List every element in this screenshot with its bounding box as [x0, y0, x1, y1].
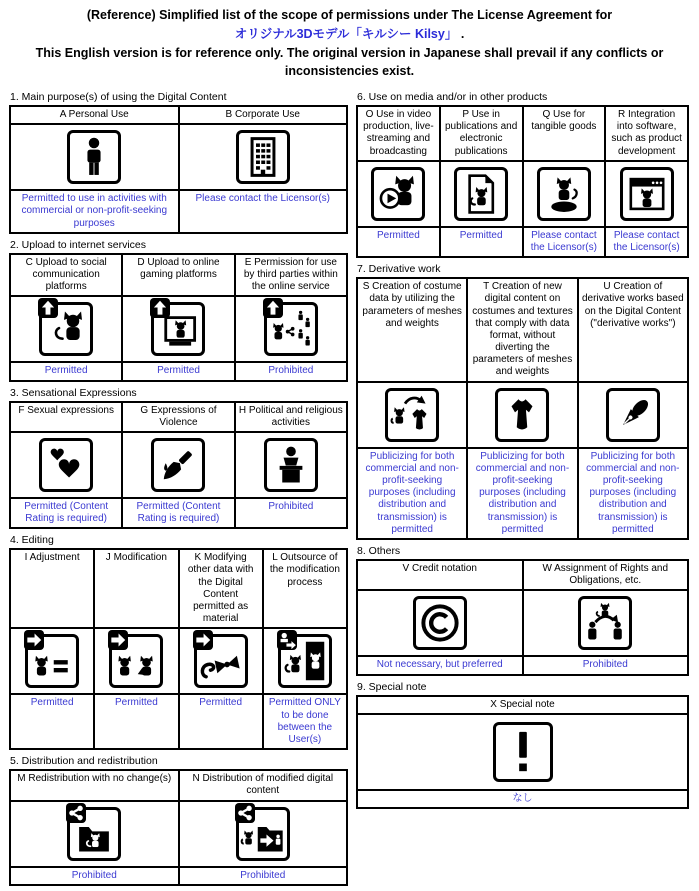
section-media-products [356, 91, 689, 258]
upload-badge-icon [38, 298, 58, 318]
column-header-X: X Special note [357, 696, 688, 714]
section-title: 9. Special note [357, 680, 427, 693]
section-title: 6. Use on media and/or in other products [357, 91, 548, 103]
column-header-G: G Expressions of Violence [122, 402, 234, 432]
section-title: 7. Derivative work [357, 263, 441, 276]
column-header-K: K Modifying other data with the Digital Content permitted as material [179, 549, 263, 628]
edit-arrow-badge-icon [193, 630, 213, 650]
column-header-O: O Use in video production, live-streaming and broadcasting [357, 106, 440, 161]
permission-result-C: Permitted [10, 362, 122, 380]
share-folder-cat-icon [67, 807, 121, 861]
left-column [9, 90, 348, 891]
column-header-M: M Redistribution with no change(s) [10, 770, 179, 800]
section-title: 2. Upload to internet services [10, 238, 146, 251]
permission-result-W: Prohibited [523, 656, 689, 674]
permission-result-O: Permitted [357, 227, 440, 257]
section-others [356, 545, 689, 676]
adjust-cat-equals-icon [25, 634, 79, 688]
permissions-table [356, 695, 689, 809]
permission-result-J: Permitted [94, 694, 178, 749]
column-header-A: A Personal Use [10, 106, 179, 124]
edit-arrow-badge-icon [108, 630, 128, 650]
hearts-icon [39, 438, 93, 492]
column-header-H: H Political and religious activities [235, 402, 347, 432]
column-header-J: J Modification [94, 549, 178, 628]
header-line2 [9, 25, 690, 44]
permission-result-H: Prohibited [235, 498, 347, 528]
permissions-table [9, 105, 348, 234]
permission-result-F: Permitted (Content Rating is required) [10, 498, 122, 528]
copyright-icon [413, 596, 467, 650]
permissions-table [9, 253, 348, 382]
header-line3: This English version is for reference only. The original version in Japanese shall prevail if any conflicts or inconsistencies exist. [35, 45, 664, 79]
column-header-U: U Creation of derivative works based on the Digital Content ("derivative works") [578, 278, 688, 382]
section-upload [9, 239, 348, 382]
header-line2-period: . [457, 26, 465, 41]
permissions-table [9, 769, 348, 886]
share-badge-icon [235, 803, 255, 823]
permission-result-S: Publicizing for both commercial and non-profit-seeking purposes (including distribution and transmission) is permitted [357, 448, 467, 539]
column-header-E: E Permission for use by third parties within the online service [235, 254, 347, 297]
upload-gaming-monitor-icon [151, 302, 205, 356]
column-header-S: S Creation of costume data by utilizing the parameters of meshes and weights [357, 278, 467, 382]
permission-result-L: Permitted ONLY to be done between the User(s) [263, 694, 347, 749]
upload-social-cat-icon [39, 302, 93, 356]
permissions-table [356, 105, 689, 258]
publication-page-cat-icon [454, 167, 508, 221]
model-name: オリジナル3Dモデル「キルシー Kilsy」 [234, 26, 458, 41]
column-header-L: L Outsource of the modification process [263, 549, 347, 628]
right-column [356, 90, 689, 814]
permission-result-B: Please contact the Licensor(s) [179, 190, 348, 233]
figurine-cat-icon [537, 167, 591, 221]
column-header-I: I Adjustment [10, 549, 94, 628]
section-sensational [9, 387, 348, 530]
column-header-P: P Use in publications and electronic publications [440, 106, 523, 161]
exclamation-icon [493, 722, 553, 782]
section-title: 4. Editing [10, 534, 54, 547]
modify-two-cats-icon [109, 634, 163, 688]
section-title: 3. Sensational Expressions [10, 386, 137, 399]
share-modified-folder-icon [236, 807, 290, 861]
column-header-B: B Corporate Use [179, 106, 348, 124]
header-line1: (Reference) Simplified list of the scope of permissions under The License Agreement for [86, 8, 613, 22]
content-columns [9, 90, 690, 891]
permission-result-M: Prohibited [10, 867, 179, 885]
column-header-V: V Credit notation [357, 560, 523, 590]
upload-badge-icon [263, 298, 283, 318]
column-header-F: F Sexual expressions [10, 402, 122, 432]
permissions-table [356, 277, 689, 540]
permissions-table [356, 559, 689, 676]
permission-result-X: なし [357, 790, 688, 808]
document-header [9, 6, 690, 81]
section-main-purpose [9, 91, 348, 234]
permission-result-K: Permitted [179, 694, 263, 749]
column-header-D: D Upload to online gaming platforms [122, 254, 234, 297]
section-title: 8. Others [357, 544, 401, 557]
permissions-table [9, 401, 348, 530]
share-badge-icon [66, 803, 86, 823]
section-editing [9, 534, 348, 750]
column-header-W: W Assignment of Rights and Obligations, etc. [523, 560, 689, 590]
podium-speaker-icon [264, 438, 318, 492]
permission-result-D: Permitted [122, 362, 234, 380]
upload-badge-icon [150, 298, 170, 318]
permissions-table [9, 548, 348, 750]
column-header-C: C Upload to social communication platforms [10, 254, 122, 297]
permission-result-V: Not necessary, but preferred [357, 656, 523, 674]
knife-blood-icon [151, 438, 205, 492]
permission-result-R: Please contact the Licensor(s) [605, 227, 688, 257]
material-bow-tail-icon [194, 634, 248, 688]
section-derivative-work [356, 263, 689, 540]
permission-result-A: Permitted to use in activities with commercial or non-profit-seeking purposes [10, 190, 179, 233]
permission-result-G: Permitted (Content Rating is required) [122, 498, 234, 528]
permission-result-P: Permitted [440, 227, 523, 257]
section-distribution [9, 755, 348, 886]
costume-shirt-icon [495, 388, 549, 442]
video-play-cat-icon [371, 167, 425, 221]
building-icon [236, 130, 290, 184]
column-header-N: N Distribution of modified digital content [179, 770, 348, 800]
pen-icon [606, 388, 660, 442]
section-title: 5. Distribution and redistribution [10, 755, 158, 768]
permission-result-E: Prohibited [235, 362, 347, 380]
assignment-people-cat-icon [578, 596, 632, 650]
permission-result-N: Prohibited [179, 867, 348, 885]
software-window-cat-icon [620, 167, 674, 221]
outsource-badge-icon [277, 630, 297, 650]
permission-result-T: Publicizing for both commercial and non-profit-seeking purposes (including distribution and transmission) is permitted [467, 448, 577, 539]
permission-result-U: Publicizing for both commercial and non-profit-seeking purposes (including distribution and transmission) is permitted [578, 448, 688, 539]
column-header-R: R Integration into software, such as product development [605, 106, 688, 161]
person-icon [67, 130, 121, 184]
costume-transfer-icon [385, 388, 439, 442]
column-header-T: T Creation of new digital content on costumes and textures that comply with data format, without diverting the parameters of meshes and weights [467, 278, 577, 382]
permission-result-Q: Please contact the Licensor(s) [523, 227, 606, 257]
edit-arrow-badge-icon [24, 630, 44, 650]
permission-result-I: Permitted [10, 694, 94, 749]
section-special-note [356, 681, 689, 809]
column-header-Q: Q Use for tangible goods [523, 106, 606, 161]
upload-share-third-parties-icon [264, 302, 318, 356]
outsource-cat-person-icon [278, 634, 332, 688]
section-title: 1. Main purpose(s) of using the Digital Content [10, 91, 227, 103]
